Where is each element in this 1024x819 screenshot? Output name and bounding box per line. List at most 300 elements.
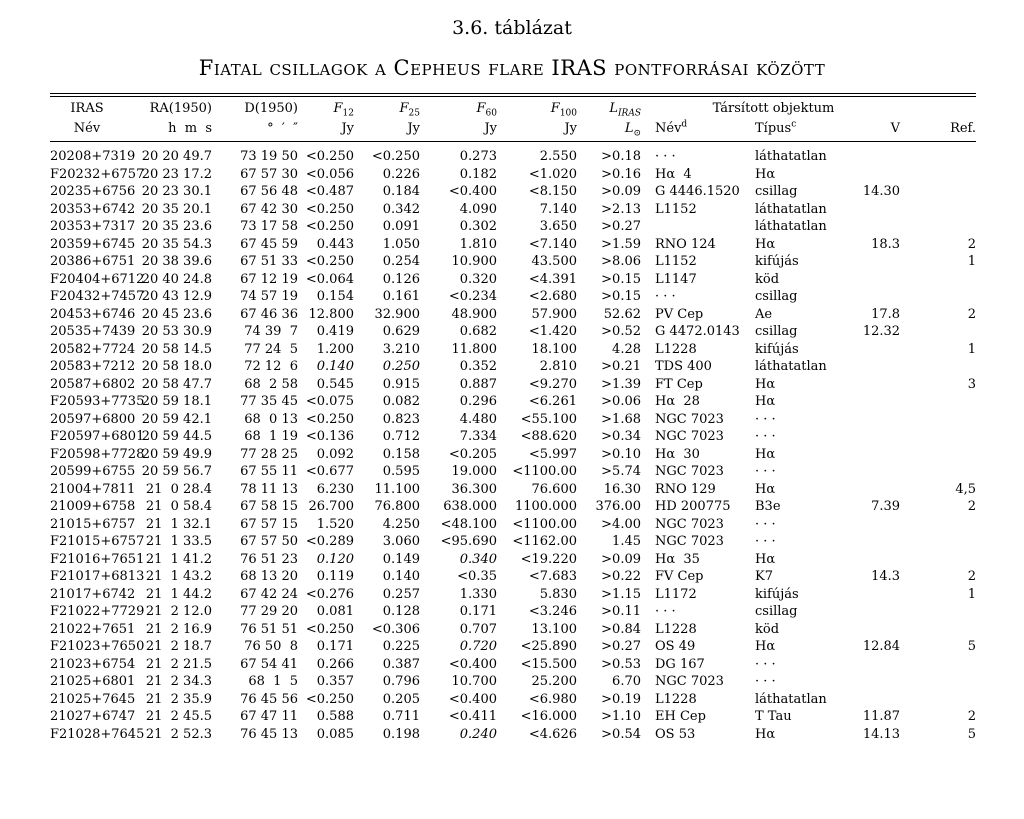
cell-lum: 376.00: [595, 499, 641, 514]
cell-f100: 1100.000: [514, 499, 577, 514]
cell-name: FV Cep: [655, 569, 704, 584]
cell-dec: 67 57 15: [240, 516, 298, 532]
cell-ra: 21 2 16.9: [145, 621, 212, 637]
cell-f12: 0.120: [316, 551, 354, 567]
cell-type: · · ·: [755, 534, 776, 549]
cell-iras: 20453+6746: [50, 306, 136, 322]
cell-ra: 20 23 17.2: [141, 166, 212, 182]
cell-f60: <0.400: [448, 656, 497, 672]
col-header-f12: $F_{12}$: [333, 101, 354, 119]
cell-f100: <1162.00: [512, 534, 577, 549]
cell-ra: 21 2 21.5: [145, 656, 212, 672]
cell-ref: [900, 271, 976, 289]
cell-f100: <5.997: [528, 446, 577, 462]
table-row: [50, 201, 976, 219]
cell-lum: >0.34: [601, 429, 641, 444]
cell-f60: 4.090: [459, 201, 497, 217]
cell-type: Hα: [755, 551, 776, 567]
cell-iras: F21017+6813: [50, 569, 145, 584]
cell-type: T Tau: [755, 709, 792, 724]
cell-ref: 2: [967, 709, 977, 724]
cell-f25: 0.198: [382, 726, 420, 742]
cell-f25: 0.915: [382, 376, 420, 392]
cell-f25: 0.712: [382, 429, 420, 444]
cell-v: 18.3: [871, 236, 901, 252]
cell-iras: 21023+6754: [50, 656, 136, 672]
table-row: [50, 236, 976, 254]
cell-f60: <0.400: [448, 184, 497, 199]
table-row: [50, 148, 976, 166]
cell-f100: <3.246: [528, 604, 577, 619]
cell-lum: >0.84: [601, 621, 641, 637]
cell-name: L1228: [655, 621, 697, 637]
col-subheader-dec: ° ′ ″: [267, 121, 298, 136]
col-subheader-f100: Jy: [564, 121, 577, 136]
cell-v: [842, 253, 900, 271]
cell-type: láthatatlan: [755, 201, 827, 217]
cell-iras: F21028+7645: [50, 726, 145, 742]
cell-v: [842, 586, 900, 604]
cell-f60: 0.340: [459, 551, 497, 567]
cell-ref: 5: [967, 639, 977, 654]
cell-v: [842, 428, 900, 446]
cell-type: köd: [755, 271, 780, 287]
col-subheader-v: V: [890, 121, 901, 136]
cell-name: DG 167: [655, 656, 705, 672]
cell-ra: 20 45 23.6: [141, 306, 212, 322]
cell-f12: 0.081: [316, 604, 354, 619]
table-row: [50, 638, 976, 656]
cell-f25: 0.254: [382, 254, 420, 269]
cell-v: [842, 201, 900, 219]
cell-iras: 20599+6755: [50, 464, 136, 479]
cell-f60: 36.300: [451, 481, 497, 497]
cell-type: láthatatlan: [755, 691, 827, 707]
cell-v: 12.84: [862, 639, 901, 654]
cell-type: láthatatlan: [755, 359, 827, 374]
cell-f25: 0.091: [382, 219, 420, 234]
cell-f12: 0.154: [316, 289, 354, 304]
cell-ra: 20 23 30.1: [141, 184, 212, 199]
cell-f100: <55.100: [520, 411, 577, 427]
cell-dec: 78 11 13: [240, 481, 298, 497]
cell-name: L1228: [655, 691, 697, 707]
cell-v: [842, 516, 900, 534]
cell-name: G 4446.1520: [655, 184, 740, 199]
cell-dec: 67 54 41: [240, 656, 298, 672]
cell-type: K7: [755, 569, 773, 584]
col-header-f60: $F_{60}$: [476, 101, 497, 119]
cell-f12: 0.140: [316, 359, 354, 374]
cell-type: · · ·: [755, 656, 776, 672]
cell-dec: 76 45 13: [240, 726, 298, 742]
cell-ra: 21 1 43.2: [145, 569, 212, 584]
cell-iras: 21025+7645: [50, 691, 136, 707]
col-subheader-f12: Jy: [341, 121, 354, 136]
cell-ra: 21 2 12.0: [145, 604, 212, 619]
table-row: [50, 726, 976, 744]
cell-iras: F20593+7735: [50, 394, 145, 409]
cell-f60: 0.352: [459, 359, 497, 374]
cell-ra: 20 35 20.1: [141, 201, 212, 217]
cell-ref: [900, 603, 976, 621]
cell-ra: 20 35 54.3: [141, 236, 212, 252]
cell-f25: 11.100: [374, 481, 420, 497]
cell-lum: >0.09: [601, 551, 641, 567]
cell-dec: 76 50 8: [244, 639, 298, 654]
cell-ra: 20 58 18.0: [141, 359, 212, 374]
table-row: [50, 183, 976, 201]
table-row: [50, 253, 976, 271]
cell-name: · · ·: [655, 604, 676, 619]
cell-lum: >5.74: [601, 464, 641, 479]
cell-type: Hα: [755, 376, 776, 392]
cell-f25: <0.306: [371, 621, 420, 637]
cell-ra: 21 1 33.5: [145, 534, 212, 549]
cell-f25: 0.161: [382, 289, 420, 304]
cell-lum: >1.39: [601, 376, 641, 392]
cell-dec: 76 45 56: [240, 691, 298, 707]
cell-name: [647, 218, 747, 236]
cell-v: 17.8: [871, 306, 901, 322]
cell-type: csillag: [755, 604, 798, 619]
header-row-1: [50, 99, 976, 119]
table-row: [50, 323, 976, 341]
cell-ref: 3: [967, 376, 977, 392]
cell-f12: <0.250: [305, 621, 354, 637]
cell-lum: >1.68: [601, 411, 641, 427]
cell-dec: 68 1 19: [244, 429, 298, 444]
cell-f12: <0.056: [305, 166, 354, 182]
cell-dec: 77 28 25: [240, 446, 298, 462]
cell-type: Hα: [755, 481, 776, 497]
cell-iras: F21016+7651: [50, 551, 145, 567]
cell-type: Ae: [755, 306, 773, 322]
cell-ref: [900, 323, 976, 341]
cell-name: RNO 124: [655, 236, 716, 252]
cell-lum: 52.62: [603, 306, 641, 322]
cell-dec: 68 0 13: [244, 411, 298, 427]
col-header-dec: D(1950): [244, 101, 298, 116]
cell-f25: 0.128: [382, 604, 420, 619]
cell-name: NGC 7023: [655, 534, 724, 549]
table-row: [50, 673, 976, 691]
table-row: [50, 411, 976, 429]
cell-f60: 0.707: [459, 621, 497, 637]
cell-ra: 20 59 42.1: [141, 411, 212, 427]
cell-type: láthatatlan: [755, 149, 827, 164]
cell-f60: 19.000: [451, 464, 497, 479]
cell-ref: 2: [967, 569, 977, 584]
cell-f25: 4.250: [382, 516, 420, 532]
cell-f100: <8.150: [528, 184, 577, 199]
cell-f60: 0.240: [459, 726, 497, 742]
cell-iras: F20404+6712: [50, 271, 145, 287]
cell-f12: 0.419: [316, 324, 354, 339]
cell-iras: 20535+7439: [50, 324, 136, 339]
cell-ref: [900, 656, 976, 674]
cell-f100: 2.810: [539, 359, 577, 374]
cell-name: · · ·: [655, 149, 676, 164]
cell-type: Hα: [755, 166, 776, 182]
cell-iras: 21004+7811: [50, 481, 136, 497]
cell-f12: 0.085: [316, 726, 354, 742]
cell-name: Hα 28: [655, 394, 700, 409]
cell-iras: 21027+6747: [50, 709, 136, 724]
cell-ref: [900, 516, 976, 534]
cell-f60: 0.171: [459, 604, 497, 619]
cell-dec: 67 47 11: [240, 709, 298, 724]
cell-f100: <4.391: [528, 271, 577, 287]
cell-ra: 20 20 49.7: [141, 149, 212, 164]
table-row: [50, 516, 976, 534]
cell-name: L1228: [655, 341, 697, 357]
cell-f12: <0.250: [305, 691, 354, 707]
cell-f60: 0.182: [459, 166, 497, 182]
cell-dec: 67 55 11: [240, 464, 298, 479]
cell-v: 14.13: [862, 726, 901, 742]
cell-type: · · ·: [755, 674, 776, 689]
cell-type: Hα: [755, 236, 776, 252]
cell-lum: >0.10: [601, 446, 641, 462]
table-row: [50, 603, 976, 621]
cell-ra: 20 53 30.9: [141, 324, 212, 339]
cell-lum: >8.06: [601, 254, 641, 269]
cell-lum: >0.18: [601, 149, 641, 164]
cell-f25: 0.257: [382, 586, 420, 602]
cell-f12: 26.700: [308, 499, 354, 514]
cell-ra: 20 40 24.8: [141, 271, 212, 287]
col-header-ra: RA(1950): [149, 101, 212, 116]
cell-ra: 21 0 58.4: [145, 499, 212, 514]
cell-f100: <2.680: [528, 289, 577, 304]
cell-name: NGC 7023: [655, 411, 724, 427]
cell-iras: F20597+6801: [50, 429, 145, 444]
cell-f12: <0.250: [305, 219, 354, 234]
cell-f25: 3.210: [382, 341, 420, 357]
cell-iras: 21022+7651: [50, 621, 136, 637]
cell-f12: 12.800: [308, 306, 354, 322]
col-subheader-f25: Jy: [407, 121, 420, 136]
cell-v: [842, 376, 900, 394]
cell-f60: 10.700: [451, 674, 497, 689]
cell-f100: 76.600: [531, 481, 577, 497]
cell-f100: <1.020: [528, 166, 577, 182]
cell-f12: <0.677: [305, 464, 354, 479]
cell-f100: <15.500: [520, 656, 577, 672]
cell-ra: 21 1 44.2: [145, 586, 212, 602]
cell-name: L1152: [655, 201, 697, 217]
cell-v: [842, 288, 900, 306]
cell-lum: >0.09: [601, 184, 641, 199]
col-subheader-type: Típus$^c$: [755, 119, 797, 136]
cell-name: OS 53: [655, 726, 696, 742]
cell-lum: 16.30: [603, 481, 641, 497]
cell-f12: <0.250: [305, 201, 354, 217]
cell-f25: 1.050: [382, 236, 420, 252]
cell-type: · · ·: [755, 516, 776, 532]
cell-lum: >0.22: [601, 569, 641, 584]
cell-lum: >0.53: [601, 656, 641, 672]
cell-ref: 2: [967, 236, 977, 252]
cell-v: [842, 166, 900, 184]
col-subheader-ra: h m s: [168, 121, 212, 136]
cell-f100: 3.650: [539, 219, 577, 234]
cell-f60: 48.900: [451, 306, 497, 322]
cell-f60: 0.273: [459, 149, 497, 164]
cell-iras: F21023+7650: [50, 639, 145, 654]
cell-f100: <1100.00: [512, 516, 577, 532]
cell-lum: >0.27: [601, 219, 641, 234]
cell-f12: <0.250: [305, 149, 354, 164]
cell-iras: 20582+7724: [50, 341, 136, 357]
cell-f100: <19.220: [520, 551, 577, 567]
cell-ref: [900, 218, 976, 236]
cell-f12: 0.266: [316, 656, 354, 672]
cell-iras: 20353+7317: [50, 219, 136, 234]
table-row: [50, 498, 976, 516]
cell-v: [842, 533, 900, 551]
cell-ra: 21 2 45.5: [145, 709, 212, 724]
cell-ref: [900, 673, 976, 691]
cell-f25: 76.800: [374, 499, 420, 514]
cell-v: [842, 603, 900, 621]
cell-type: kifújás: [755, 586, 799, 602]
cell-ra: 21 2 35.9: [145, 691, 212, 707]
cell-f60: <95.690: [440, 534, 497, 549]
cell-f60: 10.900: [451, 254, 497, 269]
cell-ra: 20 58 14.5: [141, 341, 212, 357]
cell-v: [842, 691, 900, 709]
cell-dec: 67 42 24: [240, 586, 298, 602]
cell-f60: <0.35: [457, 569, 497, 584]
cell-ra: 20 59 49.9: [141, 446, 212, 462]
cell-f100: <16.000: [520, 709, 577, 724]
table-row: [50, 691, 976, 709]
cell-lum: >0.06: [601, 394, 641, 409]
col-subheader-f60: Jy: [484, 121, 497, 136]
cell-dec: 67 56 48: [240, 184, 298, 199]
cell-f60: 1.330: [459, 586, 497, 602]
table-body: [50, 148, 976, 743]
cell-ref: 4,5: [955, 481, 977, 497]
cell-ref: [900, 288, 976, 306]
cell-name: OS 49: [655, 639, 696, 654]
cell-type: csillag: [755, 289, 798, 304]
cell-ref: 5: [967, 726, 977, 742]
cell-f100: 43.500: [531, 254, 577, 269]
cell-f100: <1100.00: [512, 464, 577, 479]
cell-f25: 0.205: [382, 691, 420, 707]
cell-name: NGC 7023: [655, 674, 724, 689]
cell-f100: <7.140: [528, 236, 577, 252]
cell-f25: 0.225: [382, 639, 420, 654]
cell-f12: <0.064: [305, 271, 354, 287]
cell-f100: 7.140: [539, 201, 577, 217]
cell-f12: 0.357: [316, 674, 354, 689]
col-header-f100: $F_{100}$: [550, 101, 577, 119]
cell-f25: 3.060: [382, 534, 420, 549]
table-row: [50, 656, 976, 674]
cell-v: [842, 463, 900, 481]
cell-iras: F20232+6757: [50, 166, 145, 182]
cell-f60: 7.334: [459, 429, 497, 444]
cell-ref: [900, 446, 976, 464]
cell-ra: 20 59 56.7: [141, 464, 212, 479]
cell-lum: >0.15: [601, 289, 641, 304]
cell-name: HD 200775: [655, 499, 731, 514]
cell-name: NGC 7023: [655, 516, 724, 532]
cell-ra: 21 2 52.3: [145, 726, 212, 742]
table-row: [50, 463, 976, 481]
cell-type: · · ·: [755, 411, 776, 427]
cell-f60: <0.411: [448, 709, 497, 724]
cell-type: · · ·: [755, 429, 776, 444]
cell-f25: 0.140: [382, 569, 420, 584]
cell-dec: 68 1 5: [248, 674, 298, 689]
cell-ref: [900, 183, 976, 201]
cell-f100: 2.550: [539, 149, 577, 164]
col-subheader-name: Név$^d$: [655, 119, 688, 136]
cell-f12: 0.171: [316, 639, 354, 654]
cell-f100: <6.261: [528, 394, 577, 409]
cell-iras: 20359+6745: [50, 236, 136, 252]
cell-dec: 76 51 23: [240, 551, 298, 567]
cell-dec: 77 29 20: [240, 604, 298, 619]
cell-f12: 0.443: [316, 236, 354, 252]
cell-v: [842, 271, 900, 289]
cell-ref: [900, 428, 976, 446]
cell-iras: 21015+6757: [50, 516, 136, 532]
table-row: [50, 446, 976, 464]
cell-ref: [900, 691, 976, 709]
cell-v: 12.32: [862, 324, 901, 339]
cell-ref: [900, 533, 976, 551]
cell-ref: [900, 358, 976, 376]
cell-f100: 57.900: [531, 306, 577, 322]
cell-ra: 21 2 34.3: [145, 674, 212, 689]
cell-dec: 68 13 20: [240, 569, 298, 584]
cell-v: 14.30: [862, 184, 901, 199]
cell-f60: 1.810: [459, 236, 497, 252]
cell-f60: 0.320: [459, 271, 497, 287]
cell-dec: 73 17 58: [240, 219, 298, 234]
cell-f100: 13.100: [531, 621, 577, 637]
cell-dec: 67 45 59: [240, 236, 298, 252]
cell-name: NGC 7023: [655, 429, 724, 444]
cell-f12: <0.075: [305, 394, 354, 409]
cell-f25: 0.250: [382, 359, 420, 374]
cell-ref: 1: [967, 341, 977, 357]
cell-lum: 6.70: [612, 674, 641, 689]
cell-ra: 21 1 41.2: [145, 551, 212, 567]
cell-f25: 0.184: [382, 184, 420, 199]
col-subheader-ref: Ref.: [950, 121, 977, 136]
cell-f100: <1.420: [528, 324, 577, 339]
cell-type: köd: [755, 621, 780, 637]
cell-ref: 2: [967, 306, 977, 322]
cell-lum: >0.11: [601, 604, 641, 619]
cell-dec: 74 39 7: [244, 324, 298, 339]
cell-name: G 4472.0143: [655, 324, 740, 339]
cell-f12: 1.200: [316, 341, 354, 357]
table-row: [50, 428, 976, 446]
cell-iras: 21009+6758: [50, 499, 136, 514]
cell-ref: [900, 463, 976, 481]
cell-v: [842, 341, 900, 359]
cell-f12: <0.250: [305, 411, 354, 427]
cell-lum: >0.21: [601, 359, 641, 374]
